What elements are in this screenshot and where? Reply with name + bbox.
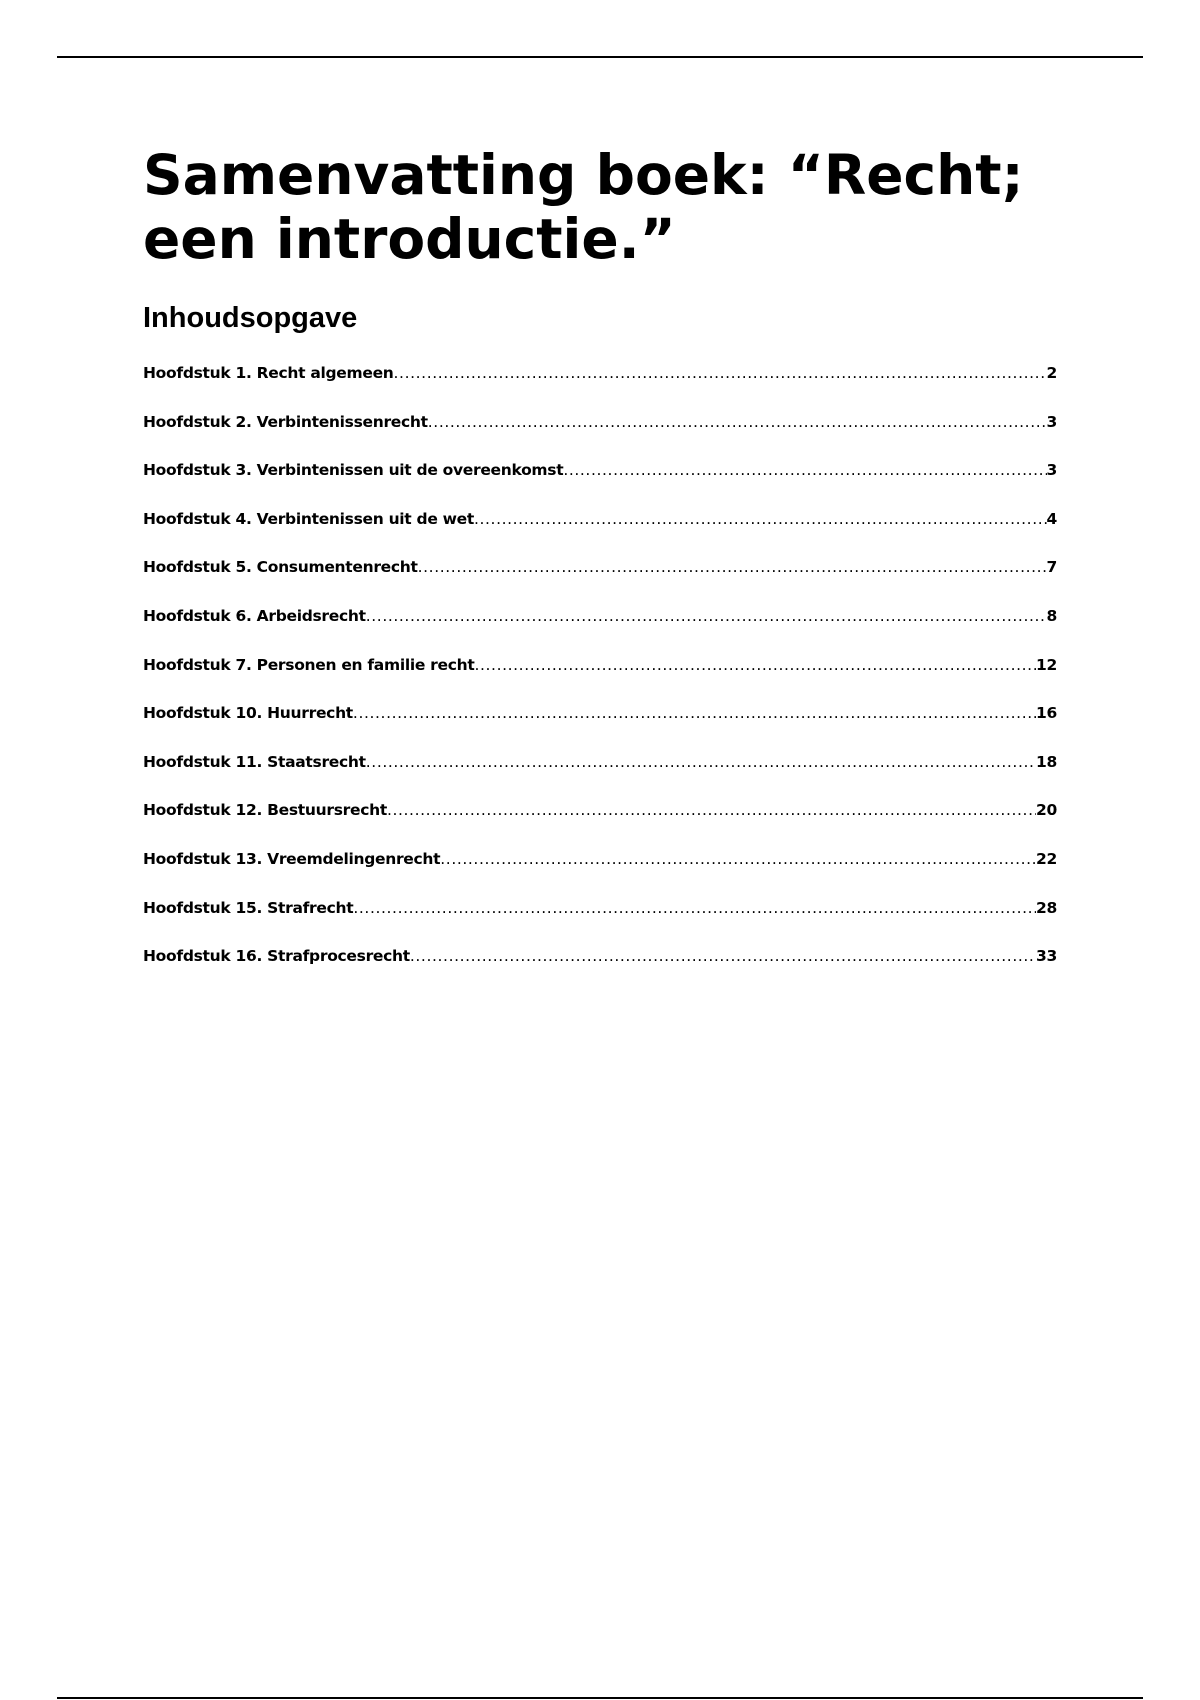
- toc-entry[interactable]: [143, 504, 1057, 553]
- toc-entry-label: Hoofdstuk 11. Staatsrecht: [143, 752, 366, 771]
- toc-entry-label: Hoofdstuk 15. Strafrecht: [143, 898, 354, 917]
- toc-dot-leader: [394, 358, 1047, 388]
- toc-entry[interactable]: [143, 358, 1057, 407]
- toc-entry-page: 12: [1036, 655, 1057, 674]
- toc-dot-leader: [418, 552, 1047, 582]
- toc-entry-label: Hoofdstuk 2. Verbintenissenrecht: [143, 412, 428, 431]
- toc-heading: Inhoudsopgave: [143, 302, 358, 334]
- toc-entry-label: Hoofdstuk 5. Consumentenrecht: [143, 558, 418, 577]
- footer-rule: [57, 1697, 1143, 1699]
- document-title: Samenvatting boek: “Recht; een introductie.”: [143, 143, 1024, 271]
- toc-dot-leader: [366, 747, 1036, 777]
- toc-entry[interactable]: [143, 747, 1057, 796]
- table-of-contents: [143, 358, 1057, 990]
- toc-entry-page: 4: [1046, 509, 1057, 528]
- toc-dot-leader: [353, 698, 1036, 728]
- toc-entry-label: Hoofdstuk 6. Arbeidsrecht: [143, 606, 366, 625]
- toc-entry-page: 20: [1036, 801, 1057, 820]
- toc-dot-leader: [563, 455, 1046, 485]
- toc-entry[interactable]: [143, 795, 1057, 844]
- toc-entry[interactable]: [143, 893, 1057, 942]
- toc-dot-leader: [474, 504, 1047, 534]
- toc-entry[interactable]: [143, 844, 1057, 893]
- toc-entry-label: Hoofdstuk 3. Verbintenissen uit de overeenkomst: [143, 461, 564, 480]
- toc-entry-label: Hoofdstuk 10. Huurrecht: [143, 704, 353, 723]
- toc-entry-label: Hoofdstuk 13. Vreemdelingenrecht: [143, 849, 441, 868]
- toc-entry-page: 28: [1036, 898, 1057, 917]
- toc-entry-page: 18: [1036, 752, 1057, 771]
- toc-dot-leader: [428, 407, 1047, 437]
- toc-entry-page: 7: [1046, 558, 1057, 577]
- toc-entry[interactable]: [143, 698, 1057, 747]
- toc-entry-label: Hoofdstuk 12. Bestuursrecht: [143, 801, 387, 820]
- toc-entry-label: Hoofdstuk 16. Strafprocesrecht: [143, 947, 410, 966]
- toc-entry-page: 3: [1046, 461, 1057, 480]
- header-rule: [57, 56, 1143, 58]
- toc-entry[interactable]: [143, 455, 1057, 504]
- toc-entry-page: 2: [1046, 364, 1057, 382]
- toc-entry[interactable]: [143, 650, 1057, 699]
- toc-dot-leader: [353, 893, 1036, 923]
- toc-entry-label: Hoofdstuk 4. Verbintenissen uit de wet: [143, 509, 474, 528]
- toc-entry[interactable]: [143, 407, 1057, 456]
- toc-entry-page: 16: [1036, 704, 1057, 723]
- toc-entry-page: 22: [1036, 849, 1057, 868]
- toc-entry-label: Hoofdstuk 7. Personen en familie recht: [143, 655, 475, 674]
- toc-entry[interactable]: [143, 941, 1057, 990]
- toc-dot-leader: [440, 844, 1036, 874]
- toc-entry[interactable]: [143, 601, 1057, 650]
- toc-dot-leader: [474, 650, 1036, 680]
- toc-entry-page: 8: [1046, 606, 1057, 625]
- toc-entry-page: 33: [1036, 947, 1057, 966]
- toc-dot-leader: [410, 941, 1036, 971]
- toc-entry-label: Hoofdstuk 1. Recht algemeen: [143, 364, 394, 382]
- toc-entry-page: 3: [1046, 412, 1057, 431]
- toc-dot-leader: [366, 601, 1047, 631]
- toc-dot-leader: [387, 795, 1036, 825]
- toc-entry[interactable]: [143, 552, 1057, 601]
